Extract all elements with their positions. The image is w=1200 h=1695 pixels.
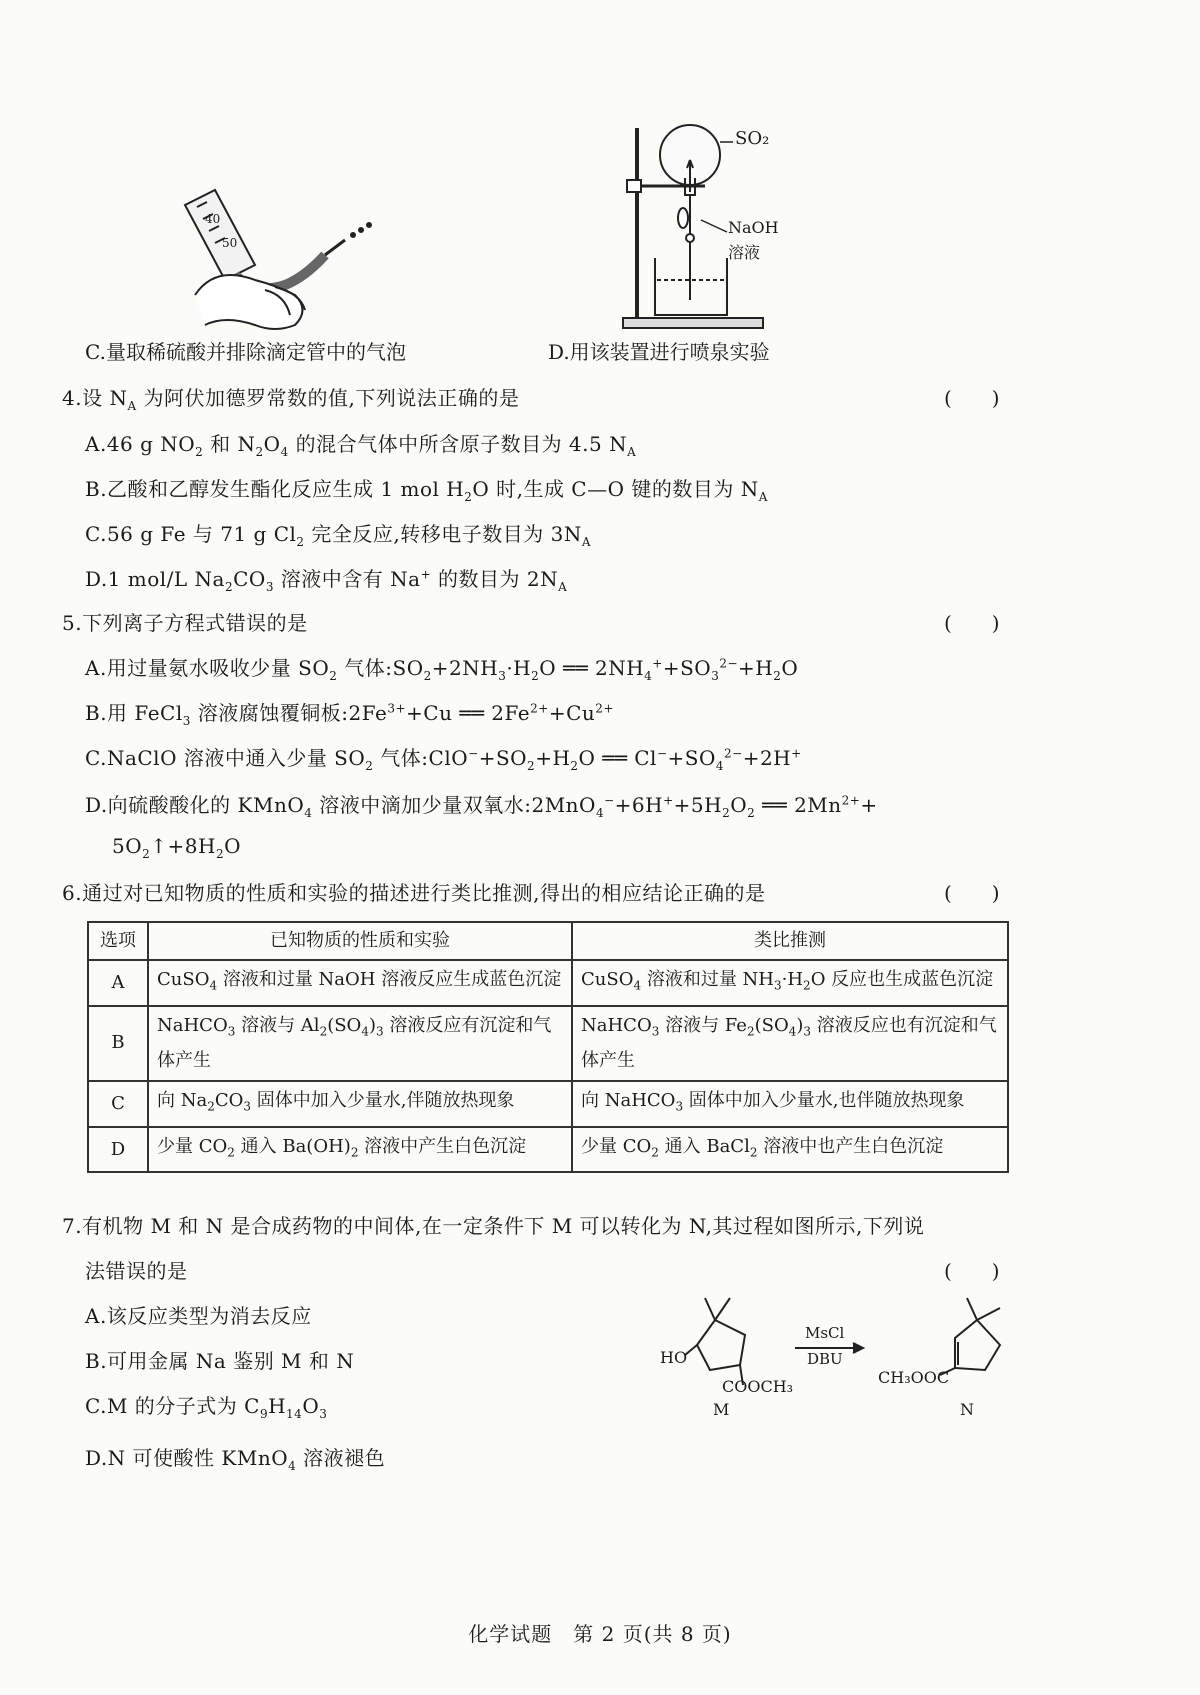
q4-option-d: D.1 mol/L $Na_2CO_3$ 溶液中含有 Na+ 的数目为 $2N_A$ xyxy=(85,567,568,594)
q7-option-d: D.N 可使酸性 KMnO$_4$ 溶液褪色 xyxy=(85,1446,386,1473)
q6-answer-paren[interactable]: ( ) xyxy=(944,881,1000,905)
q5-option-d: D.向硫酸酸化的 KMnO$_4$ 溶液中滴加少量双氧水$:2MnO_4^-+6H^++5H_2O_2$ ══ $2Mn^{2+}+$ xyxy=(85,793,878,820)
so2-label: SO₂ xyxy=(735,128,770,149)
row-analog: CuSO$_4$ 溶液和过量 $NH_3\cdot H_2O$ 反应也生成蓝色沉淀 xyxy=(572,960,1008,1006)
scheme-reagent-top: MsCl xyxy=(805,1324,845,1342)
row-analog: 少量 $CO_2$ 通入 BaCl$_2$ 溶液中也产生白色沉淀 xyxy=(572,1127,1008,1173)
scheme-label-m: M xyxy=(713,1400,730,1419)
scheme-ho: HO xyxy=(660,1348,688,1367)
q4-stem: 4.设 $N_A$ 为阿伏加德罗常数的值,下列说法正确的是 xyxy=(62,386,520,413)
row-option: A xyxy=(88,960,148,1006)
row-known: CuSO$_4$ 溶液和过量 NaOH 溶液反应生成蓝色沉淀 xyxy=(148,960,572,1006)
table-row xyxy=(88,1006,1008,1082)
q4-option-c: C.56 g Fe 与 71 g $Cl_2$ 完全反应,转移电子数目为 $3N_A$ xyxy=(85,522,592,549)
naoh-solution-label: 溶液 xyxy=(728,243,761,262)
table-row xyxy=(88,1081,1008,1127)
q5-option-a: A.用过量氨水吸收少量 $SO_2$ 气体$:SO_2+2NH_3\cdot H_2O$ ══ $2NH_4^++SO_3^{2-}+H_2O$ xyxy=(85,656,799,683)
caption-c: C.量取稀硫酸并排除滴定管中的气泡 xyxy=(85,340,406,364)
q7-option-b: B.可用金属 Na 鉴别 M 和 N xyxy=(85,1349,355,1373)
page-footer: 化学试题 第 2 页(共 8 页) xyxy=(468,1622,732,1646)
table-row xyxy=(88,960,1008,1006)
row-known: 向 $Na_2CO_3$ 固体中加入少量水,伴随放热现象 xyxy=(148,1081,572,1127)
q7-option-a: A.该反应类型为消去反应 xyxy=(85,1304,312,1328)
q7-option-c: C.M 的分子式为 $C_9H_{14}O_3$ xyxy=(85,1394,328,1421)
header-option: 选项 xyxy=(88,922,148,960)
table-header-row xyxy=(88,922,1008,960)
header-analog: 类比推测 xyxy=(572,922,1008,960)
row-analog: 向 NaHCO$_3$ 固体中加入少量水,也伴随放热现象 xyxy=(572,1081,1008,1127)
q4-option-a: A.46 g $NO_2$ 和 $N_2O_4$ 的混合气体中所含原子数目为 4.5 $N_A$ xyxy=(85,432,637,459)
q5-option-b: B.用 FeCl$_3$ 溶液腐蚀覆铜板$:2Fe^{3+}+Cu$ ══ $2Fe^{2+}+Cu^{2+}$ xyxy=(85,701,614,728)
row-analog: NaHCO$_3$ 溶液与 $Fe_2(SO_4)_3$ 溶液反应也有沉淀和气体产生 xyxy=(572,1006,1008,1082)
q7-stem-line2: 法错误的是 xyxy=(85,1259,188,1283)
table-row xyxy=(88,1127,1008,1173)
row-option: D xyxy=(88,1127,148,1173)
scheme-label-n: N xyxy=(960,1400,974,1419)
row-known: 少量 $CO_2$ 通入 $Ba(OH)_2$ 溶液中产生白色沉淀 xyxy=(148,1127,572,1173)
scheme-ch3ooc: CH₃OOC xyxy=(878,1368,950,1387)
burette-figure xyxy=(175,185,375,335)
scheme-reagent-bottom: DBU xyxy=(807,1350,843,1368)
q6-table xyxy=(87,921,1009,1173)
row-option: B xyxy=(88,1006,148,1082)
q6-stem: 6.通过对已知物质的性质和实验的描述进行类比推测,得出的相应结论正确的是 xyxy=(62,881,766,905)
row-known: NaHCO$_3$ 溶液与 $Al_2(SO_4)_3$ 溶液反应有沉淀和气体产生 xyxy=(148,1006,572,1082)
scheme-cooch3: COOCH₃ xyxy=(722,1377,794,1396)
burette-scale-50: 50 xyxy=(222,236,238,250)
naoh-label: NaOH xyxy=(728,218,779,237)
q5-option-c: C.NaClO 溶液中通入少量 $SO_2$ 气体$:ClO^-+SO_2+H_2O$ ══ $Cl^-+SO_4^{2-}+2H^+$ xyxy=(85,746,802,773)
q5-option-d-cont: $5O_2↑+8H_2O$ xyxy=(112,834,241,861)
q4-option-b: B.乙酸和乙醇发生酯化反应生成 1 mol $H_2O$ 时,生成 C—O 键的数目为 $N_A$ xyxy=(85,477,768,504)
caption-d: D.用该装置进行喷泉实验 xyxy=(548,340,770,364)
q7-answer-paren[interactable]: ( ) xyxy=(944,1259,1000,1283)
q4-answer-paren[interactable]: ( ) xyxy=(944,386,1000,410)
header-known: 已知物质的性质和实验 xyxy=(148,922,572,960)
row-option: C xyxy=(88,1081,148,1127)
q7-stem-line1: 7.有机物 M 和 N 是合成药物的中间体,在一定条件下 M 可以转化为 N,其过程如图所示,下列说 xyxy=(62,1214,925,1238)
q5-stem: 5.下列离子方程式错误的是 xyxy=(62,611,308,635)
q5-answer-paren[interactable]: ( ) xyxy=(944,611,1000,635)
burette-scale-40: 40 xyxy=(205,212,221,226)
